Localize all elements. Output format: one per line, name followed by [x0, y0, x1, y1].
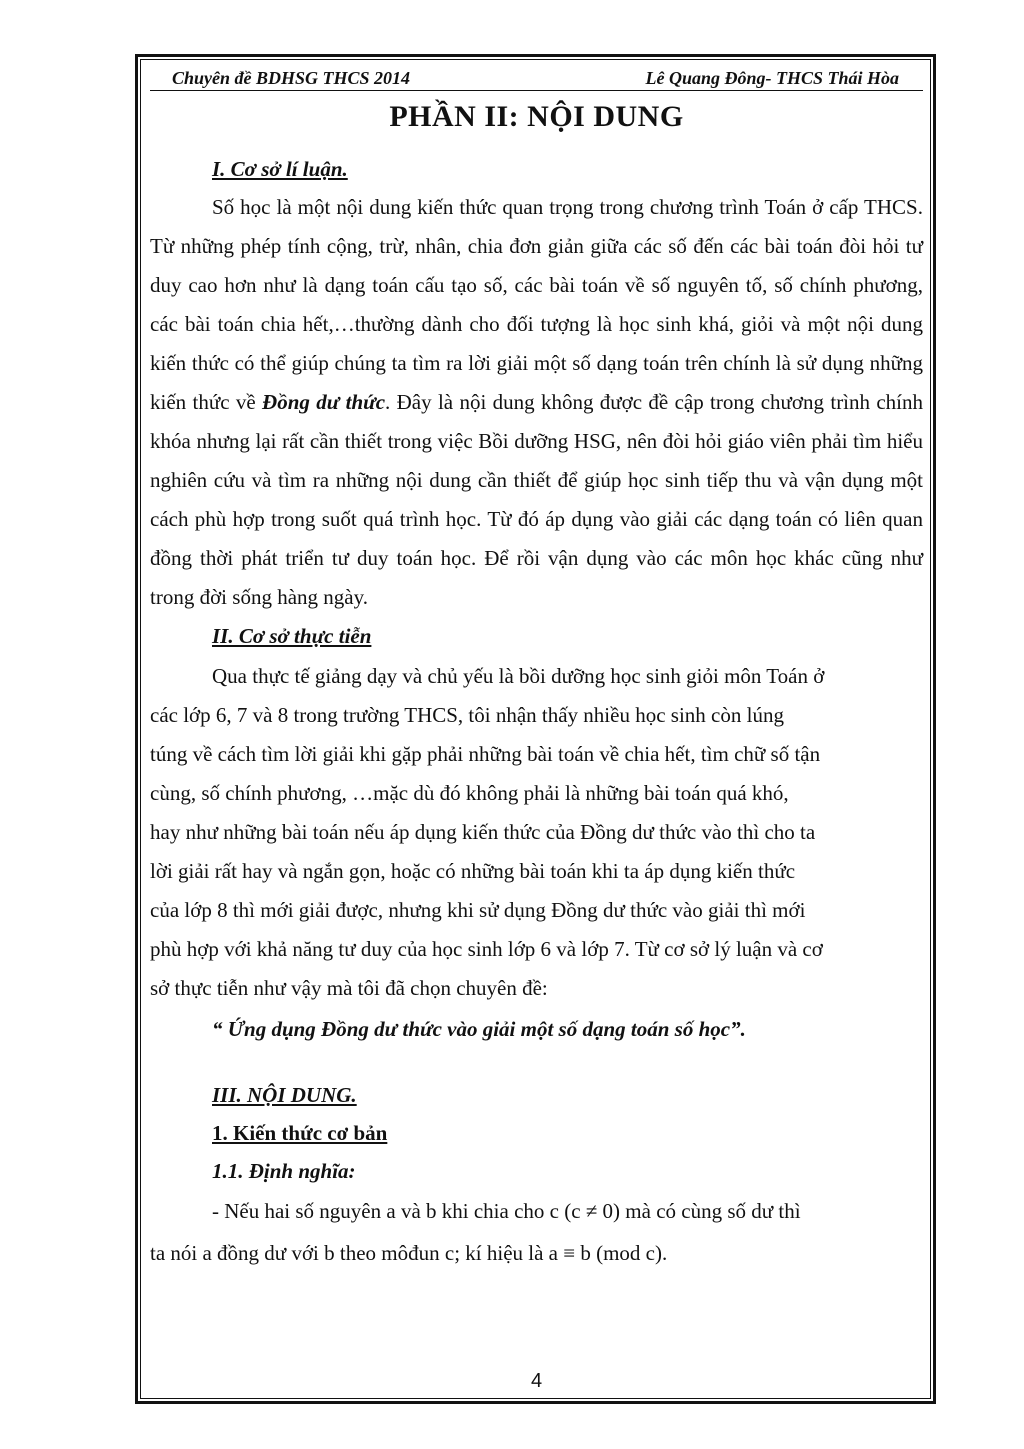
section-2-line: sở thực tiễn như vậy mà tôi đã chọn chuyên đề: — [150, 976, 548, 1000]
section-2-line: cùng, số chính phương, …mặc dù đó không phải là những bài toán quá khó, — [150, 781, 789, 805]
header-right: Lê Quang Đông- THCS Thái Hòa — [645, 68, 899, 88]
section-1-text-after: . Đây là nội dung không được đề cập trong chương trình chính khóa nhưng lại rất cần thiết trong việc Bồi dưỡng HSG, nên đòi hỏi giáo viên phải tìm hiểu nghiên cứu và tìm ra những nội dung cần thiết để giúp học sinh tiếp thu và vận dụng một cách phù hợp trong suốt quá trình học. Từ đó áp dụng vào giải các dạng toán có liên quan đồng thời phát triển tư duy toán học. Để rồi vận dụng vào các môn học khác cũng như trong đời sống hàng ngày. — [150, 390, 924, 609]
section-2-line: các lớp 6, 7 và 8 trong trường THCS, tôi nhận thấy nhiều học sinh còn lúng — [150, 703, 784, 727]
section-1-paragraph — [150, 188, 923, 617]
document-body — [150, 150, 923, 1274]
section-2-paragraph — [150, 655, 923, 1008]
section-2-line: của lớp 8 thì mới giải được, nhưng khi sử dụng Đồng dư thức vào giải thì mới — [150, 898, 806, 922]
section-2-line: lời giải rất hay và ngắn gọn, hoặc có những bài toán khi ta áp dụng kiến thức — [150, 859, 796, 883]
section-2-line: túng về cách tìm lời giải khi gặp phải những bài toán về chia hết, tìm chữ số tận — [150, 742, 821, 766]
section-1-heading: I. Cơ sở lí luận. — [212, 157, 348, 181]
vertical-spacer — [150, 1050, 923, 1076]
page-number: 4 — [530, 1370, 543, 1392]
topic-quote — [150, 1008, 923, 1050]
section-1-text-before: Số học là một nội dung kiến thức quan trọng trong chương trình Toán ở cấp THCS. Từ những phép tính cộng, trừ, nhân, chia đơn giản giữa các số đến các bài toán đòi hỏi tư duy cao hơn như là dạng toán cấu tạo số, các bài toán về số nguyên tố, số chính phương, các bài toán chia hết,…thường dành cho đối tượng là học sinh khá, giỏi và một nội dung kiến thức có thể giúp chúng ta tìm ra lời giải một số dạng toán trên chính là sử dụng những kiến thức về — [150, 195, 923, 414]
subsection-1-heading: 1. Kiến thức cơ bản — [212, 1121, 388, 1145]
section-2-heading: II. Cơ sở thực tiễn — [212, 624, 372, 648]
subsection-1-1-heading: 1.1. Định nghĩa: — [212, 1159, 356, 1183]
section-1-emphasis: Đồng dư thức — [262, 390, 386, 414]
section-2-line: hay như những bài toán nếu áp dụng kiến thức của Đồng dư thức vào thì cho ta — [150, 820, 816, 844]
section-3-heading: III. NỘI DUNG. — [212, 1083, 357, 1107]
definition-line-2: ta nói a đồng dư với b theo môđun c; kí hiệu là a ≡ b (mod c). — [150, 1241, 668, 1265]
header-left: Chuyên đề BDHSG THCS 2014 — [172, 68, 411, 88]
page-title: PHẦN II: NỘI DUNG — [389, 100, 684, 133]
section-2-line: phù hợp với khả năng tư duy của học sinh lớp 6 và lớp 7. Từ cơ sở lý luận và cơ — [150, 937, 823, 961]
definition-line-1: - Nếu hai số nguyên a và b khi chia cho c (c ≠ 0) mà có cùng số dư thì — [212, 1199, 801, 1223]
running-header — [150, 66, 923, 91]
section-2-line: Qua thực tế giảng dạy và chủ yếu là bồi dưỡng học sinh giỏi môn Toán ở — [212, 664, 825, 688]
topic-quote-text: “ Ứng dụng Đồng dư thức vào giải một số dạng toán số học”. — [212, 1017, 746, 1041]
